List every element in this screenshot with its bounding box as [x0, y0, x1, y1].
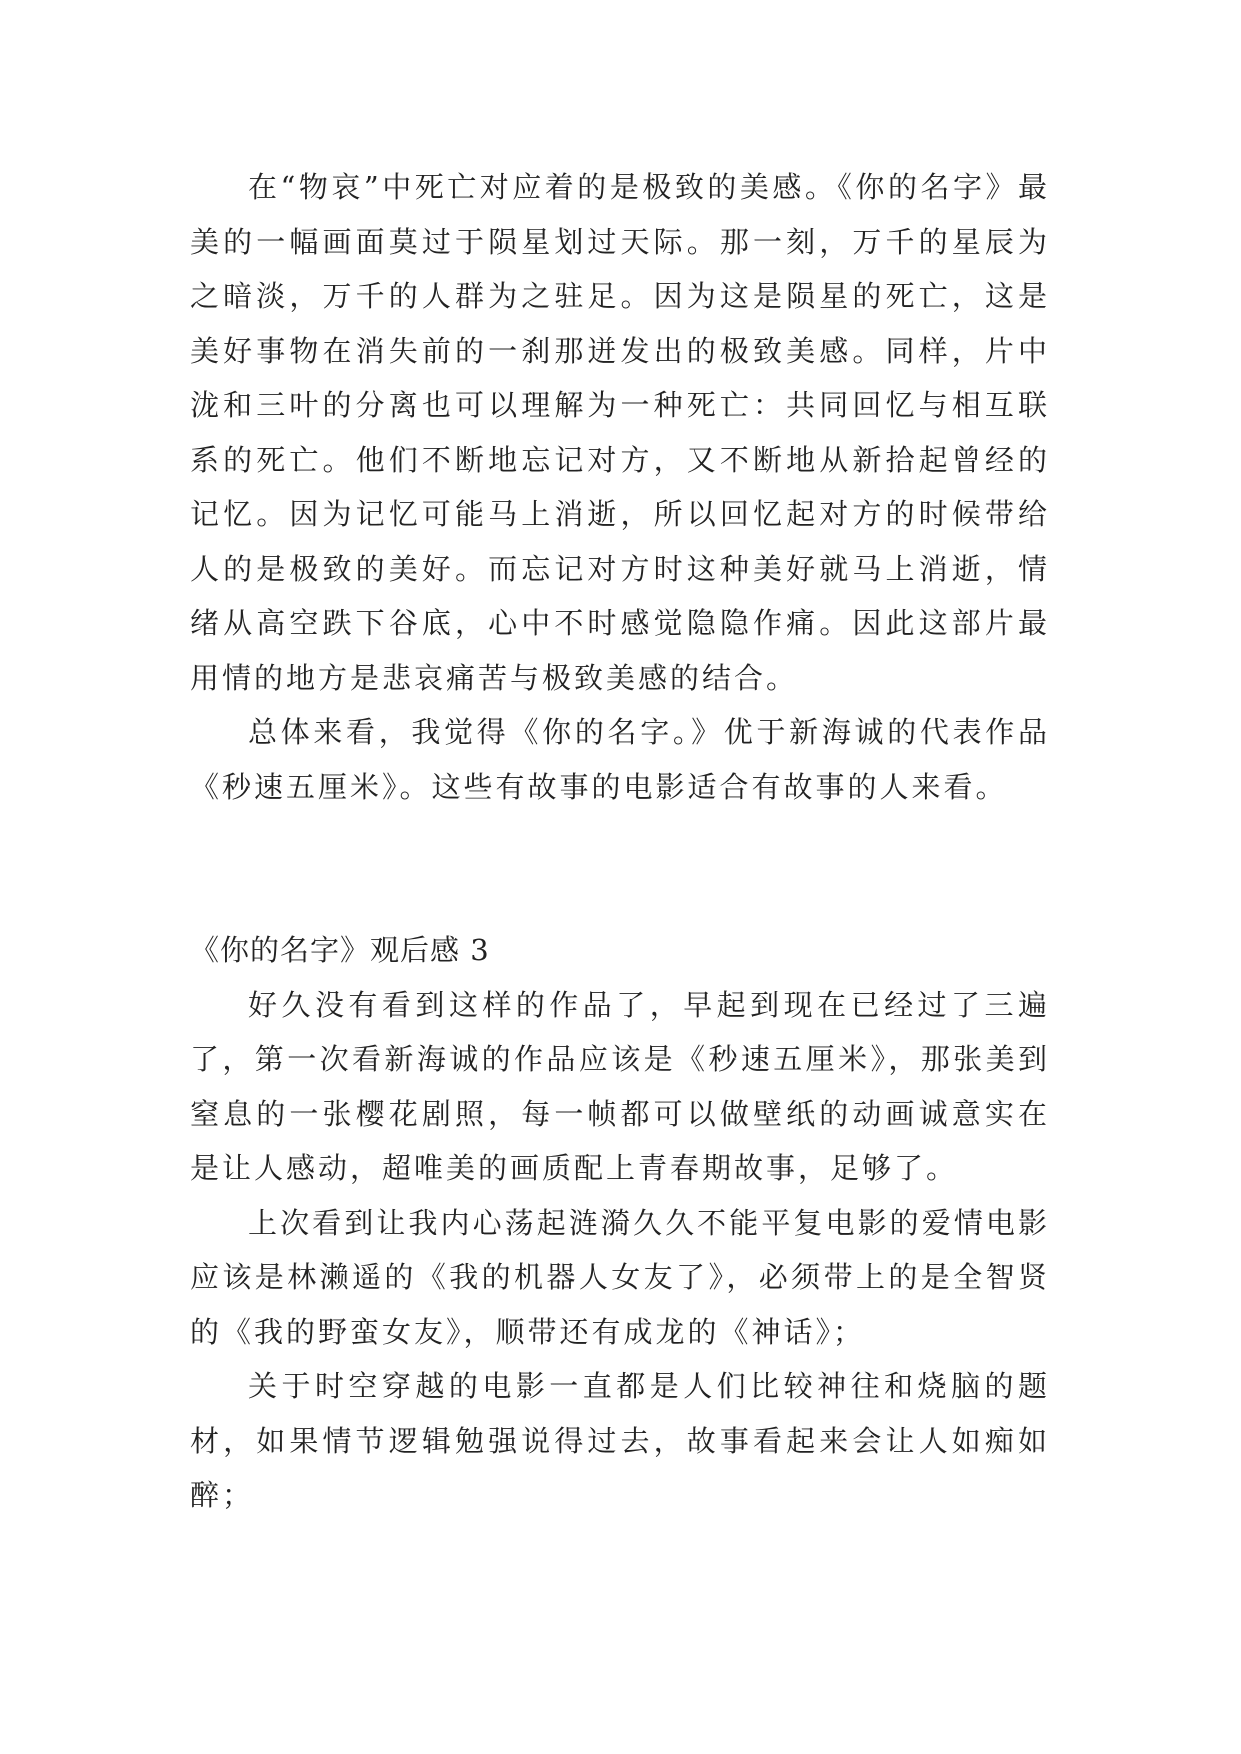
paragraph-last-time: 上次看到让我内心荡起涟漪久久不能平复电影的爱情电影应该是林濑遥的《我的机器人女友了》，必须带上的是全智贤的《我的野蛮女友》，顺带还有成龙的《神话》； [190, 1205, 1050, 1349]
section-heading: 《你的名字》观后感 3 [190, 933, 490, 967]
paragraph-time-travel: 关于时空穿越的电影一直都是人们比较神往和烧脑的题材，如果情节逻辑勉强说得过去，故事看起来会让人如痴如醉； [190, 1369, 1050, 1512]
paragraph-long-time: 好久没有看到这样的作品了，早起到现在已经过了三遍了，第一次看新海诚的作品应该是《秒速五厘米》，那张美到窒息的一张樱花剧照，每一帧都可以做壁纸的动画诚意实在是让人感动，超唯美的画质配上青春期故事，足够了。 [190, 987, 1050, 1185]
paragraph-overall-view: 总体来看，我觉得《你的名字。》优于新海诚的代表作品《秒速五厘米》。这些有故事的电影适合有故事的人来看。 [190, 715, 1050, 804]
essay-section-2 [190, 923, 1050, 1523]
paragraph-mono-no-aware: 在“物哀”中死亡对应着的是极致的美感。《你的名字》最美的一幅画面莫过于陨星划过天际。那一刻，万千的星辰为之暗淡，万千的人群为之驻足。因为这是陨星的死亡，这是美好事物在消失前的一刹那迸发出的极致美感。同样，片中泷和三叶的分离也可以理解为一种死亡：共同回忆与相互联系的死亡。他们不断地忘记对方，又不断地从新拾起曾经的记忆。因为记忆可能马上消逝，所以回忆起对方的时候带给人的是极致的美好。而忘记对方时这种美好就马上消逝，情绪从高空跌下谷底，心中不时感觉隐隐作痛。因此这部片最用情的地方是悲哀痛苦与极致美感的结合。 [190, 170, 1050, 695]
essay-section-1 [190, 160, 1050, 814]
